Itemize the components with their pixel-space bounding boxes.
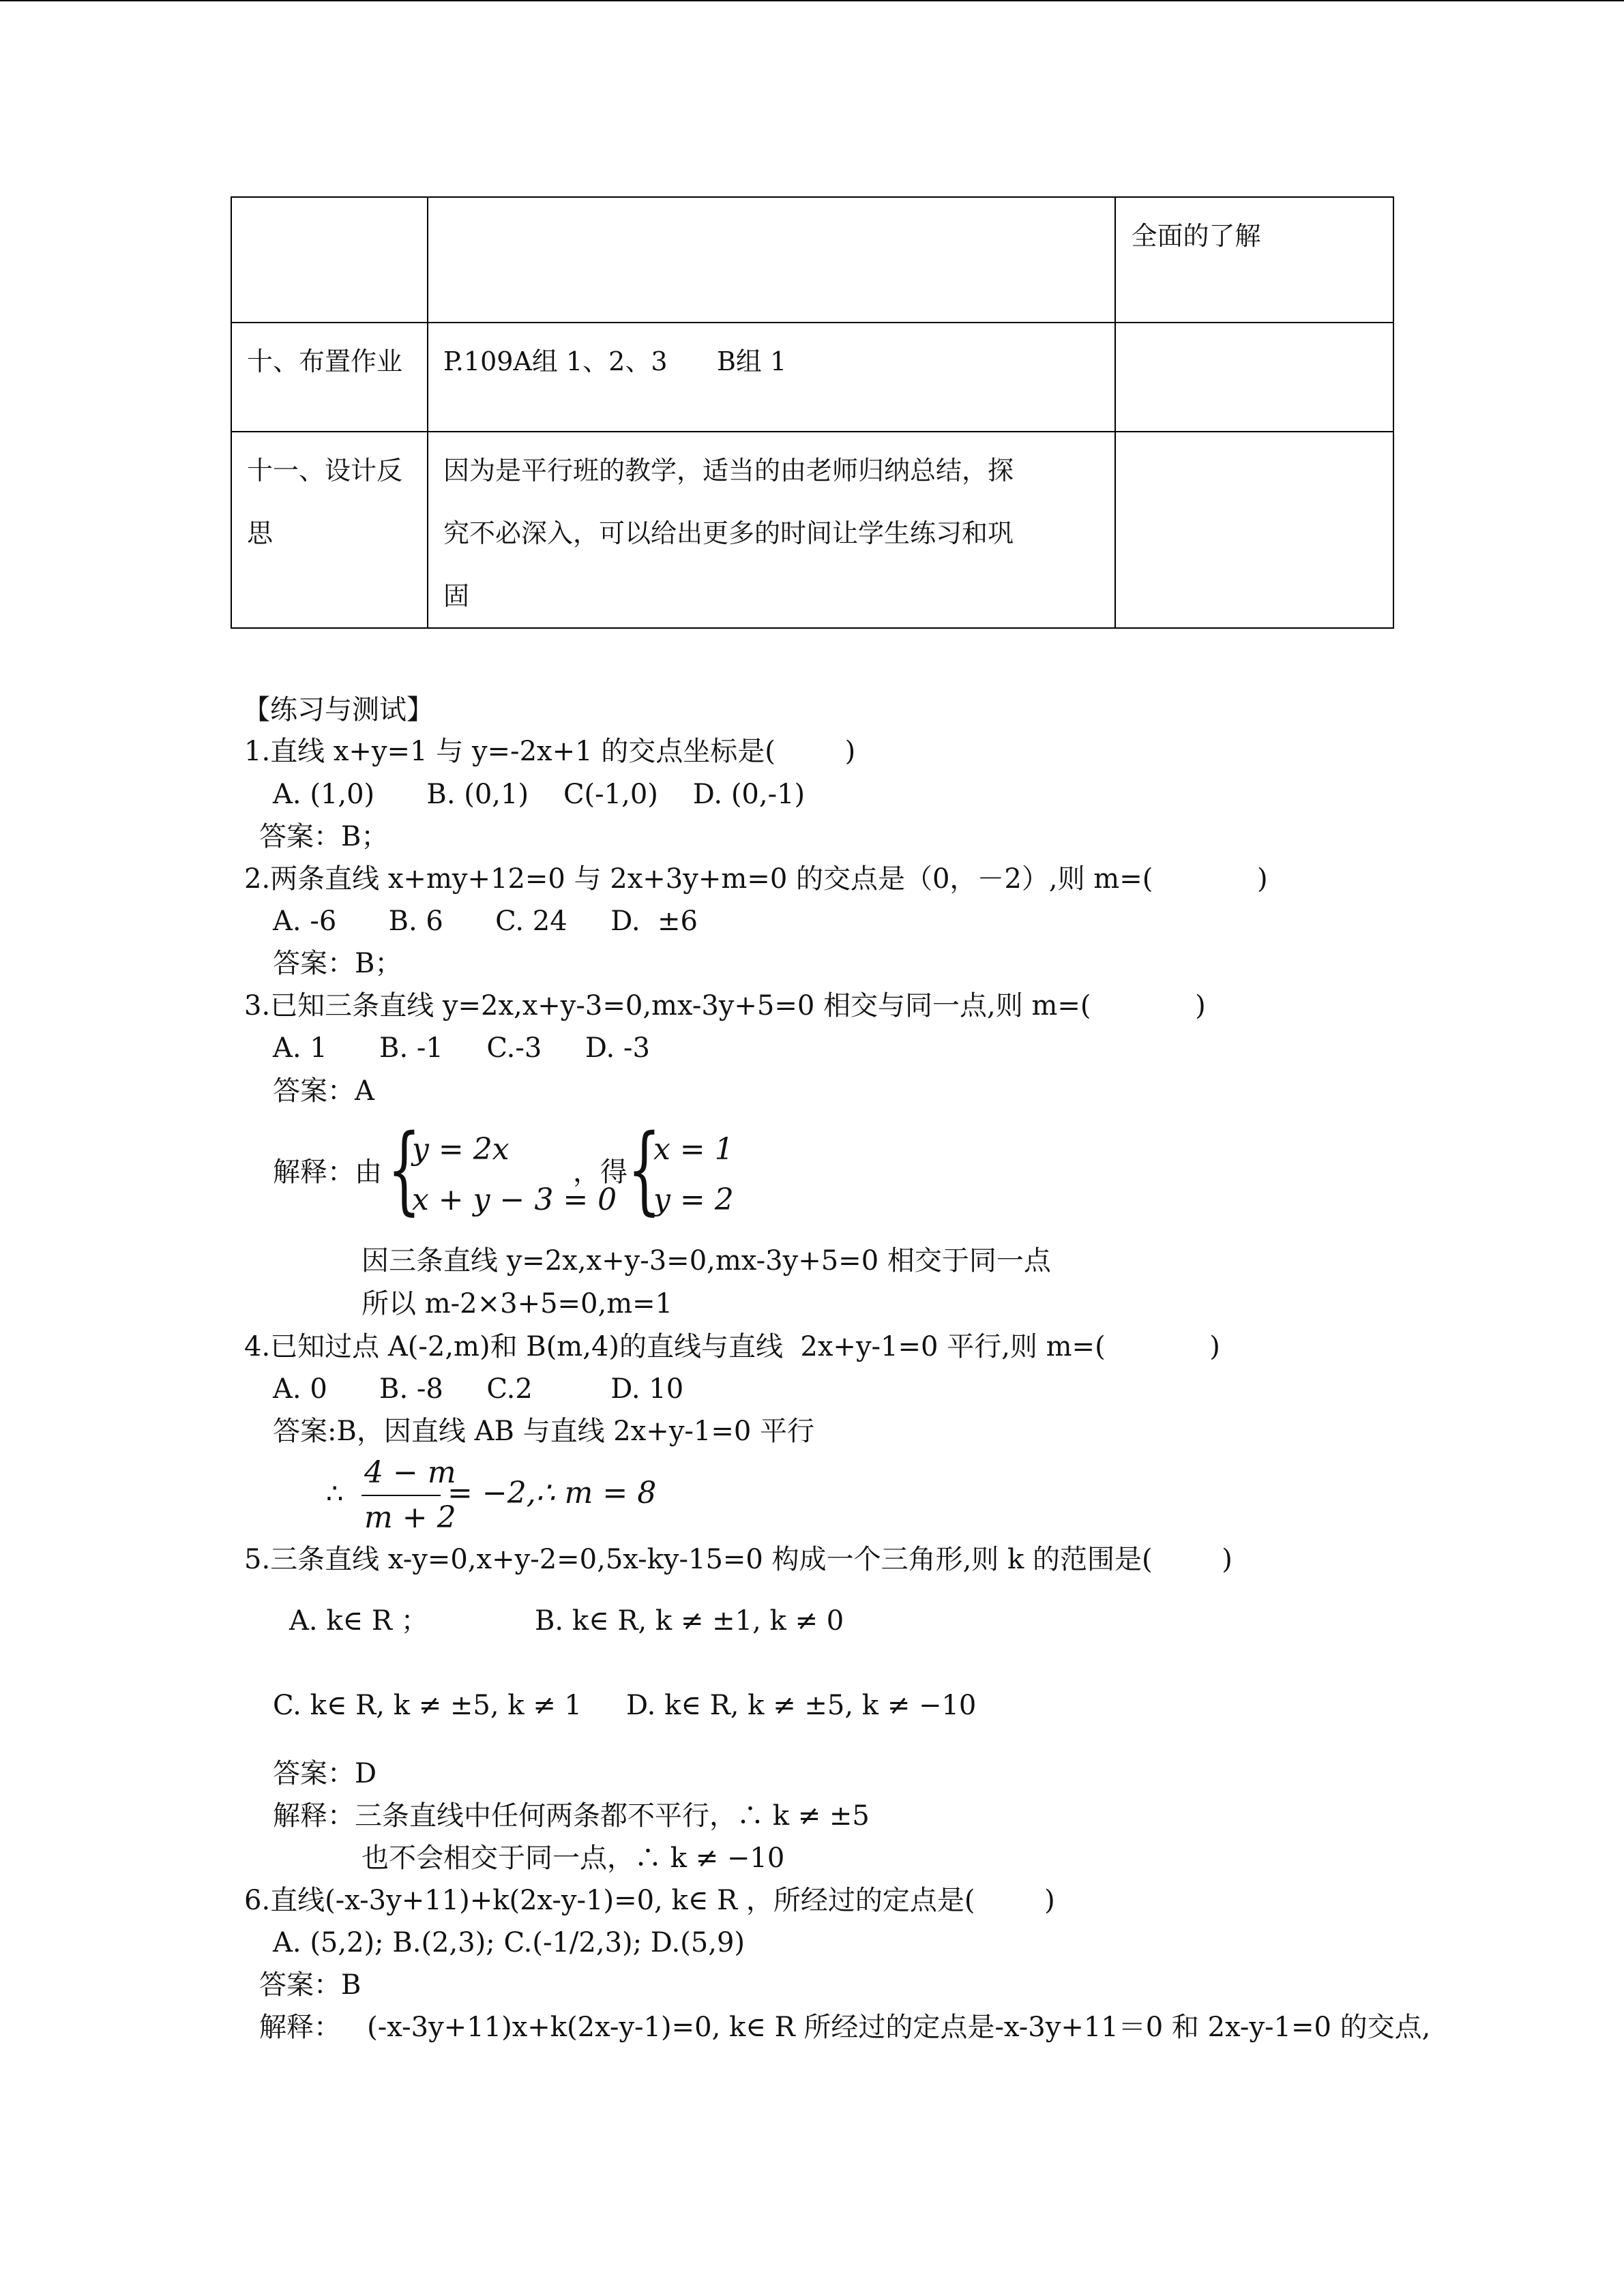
question-3-options: A. 1 B. -1 C.-3 D. -3	[273, 1032, 650, 1064]
option-c: C. k∈ R, k ≠ ±5, k ≠ 1	[273, 1690, 582, 1721]
table-cell-note: 全面的了解	[1115, 197, 1393, 323]
table-cell-label: 十、布置作业	[231, 323, 428, 432]
explanation-line: 也不会相交于同一点，∴ k ≠ −10	[361, 1843, 785, 1874]
fraction	[361, 1455, 456, 1537]
question-1-stem: 1.直线 x+y=1 与 y=-2x+1 的交点坐标是( )	[244, 736, 856, 767]
question-3-stem: 3.已知三条直线 y=2x,x+y-3=0,mx-3y+5=0 相交与同一点,则 m=( )	[244, 990, 1206, 1022]
question-4-stem: 4.已知过点 A(-2,m)和 B(m,4)的直线与直线 2x+y-1=0 平行,则 m=( )	[244, 1331, 1220, 1362]
question-4-answer: 答案:B，因直线 AB 与直线 2x+y-1=0 平行	[273, 1416, 815, 1447]
question-3-answer: 答案：A	[273, 1075, 374, 1107]
explanation-label: 解释：由	[273, 1157, 382, 1188]
question-6-options: A. (5,2); B.(2,3); C.(-1/2,3); D.(5,9)	[273, 1927, 745, 1958]
question-2-options: A. -6 B. 6 C. 24 D. ±6	[273, 906, 698, 937]
system-1-eq-2: x + y − 3 = 0	[412, 1182, 617, 1217]
question-5-answer: 答案：D	[273, 1758, 377, 1789]
question-2-answer: 答案：B；	[273, 948, 402, 979]
content-line: 因为是平行班的教学，适当的由老师归纳总结，探	[443, 456, 1014, 486]
therefore-symbol: ∴	[326, 1478, 344, 1510]
table-cell-content: P.109A组 1、2、3 B组 1	[428, 323, 1115, 432]
left-brace-icon: {	[628, 1114, 661, 1225]
question-1-answer: 答案：B；	[259, 821, 389, 852]
explanation-line: 所以 m-2×3+5=0,m=1	[361, 1288, 673, 1320]
question-6-answer: 答案：B	[259, 1969, 361, 2001]
fraction-bar	[361, 1495, 441, 1496]
question-4-options: A. 0 B. -8 C.2 D. 10	[273, 1373, 684, 1405]
fraction-result: = −2,∴ m = 8	[447, 1476, 657, 1510]
fraction-denominator: m + 2	[364, 1500, 456, 1535]
system-1-eq-1: y = 2x	[412, 1132, 510, 1167]
option-a: A. k∈ R ；	[289, 1605, 428, 1637]
content-line: 固	[443, 581, 469, 611]
left-brace-icon: {	[387, 1114, 421, 1225]
question-1-options: A. (1,0) B. (0,1) C(-1,0) D. (0,-1)	[273, 779, 806, 810]
label-line: 思	[247, 518, 274, 548]
explanation-line: 因三条直线 y=2x,x+y-3=0,mx-3y+5=0 相交于同一点	[361, 1245, 1051, 1277]
content-line: 究不必深入，可以给出更多的时间让学生练习和巩	[443, 518, 1014, 548]
section-heading: 【练习与测试】	[243, 694, 434, 726]
system-2-eq-1: x = 1	[653, 1132, 734, 1167]
option-d: D. k∈ R, k ≠ ±5, k ≠ −10	[626, 1690, 977, 1721]
explanation-line: 解释：三条直线中任何两条都不平行，∴ k ≠ ±5	[273, 1800, 870, 1832]
system-2-eq-2: y = 2	[653, 1182, 734, 1217]
label-line: 十一、设计反	[247, 456, 403, 486]
question-5-stem: 5.三条直线 x-y=0,x+y-2=0,5x-ky-15=0 构成一个三角形,则 k 的范围是( )	[244, 1544, 1232, 1575]
fraction-numerator: 4 − m	[364, 1455, 456, 1490]
question-6-stem: 6.直线(-x-3y+11)+k(2x-y-1)=0, k∈ R ，所经过的定点是( )	[244, 1885, 1055, 1916]
question-6-explanation: 解释： (-x-3y+11)x+k(2x-y-1)=0, k∈ R 所经过的定点是-x-3y+11＝0 和 2x-y-1=0 的交点,	[259, 2012, 1431, 2043]
option-b: B. k∈ R, k ≠ ±1, k ≠ 0	[535, 1605, 844, 1637]
therefore-text: ，得	[573, 1157, 628, 1188]
question-2-stem: 2.两条直线 x+my+12=0 与 2x+3y+m=0 的交点是（0，－2）,则 m=( )	[244, 863, 1268, 895]
